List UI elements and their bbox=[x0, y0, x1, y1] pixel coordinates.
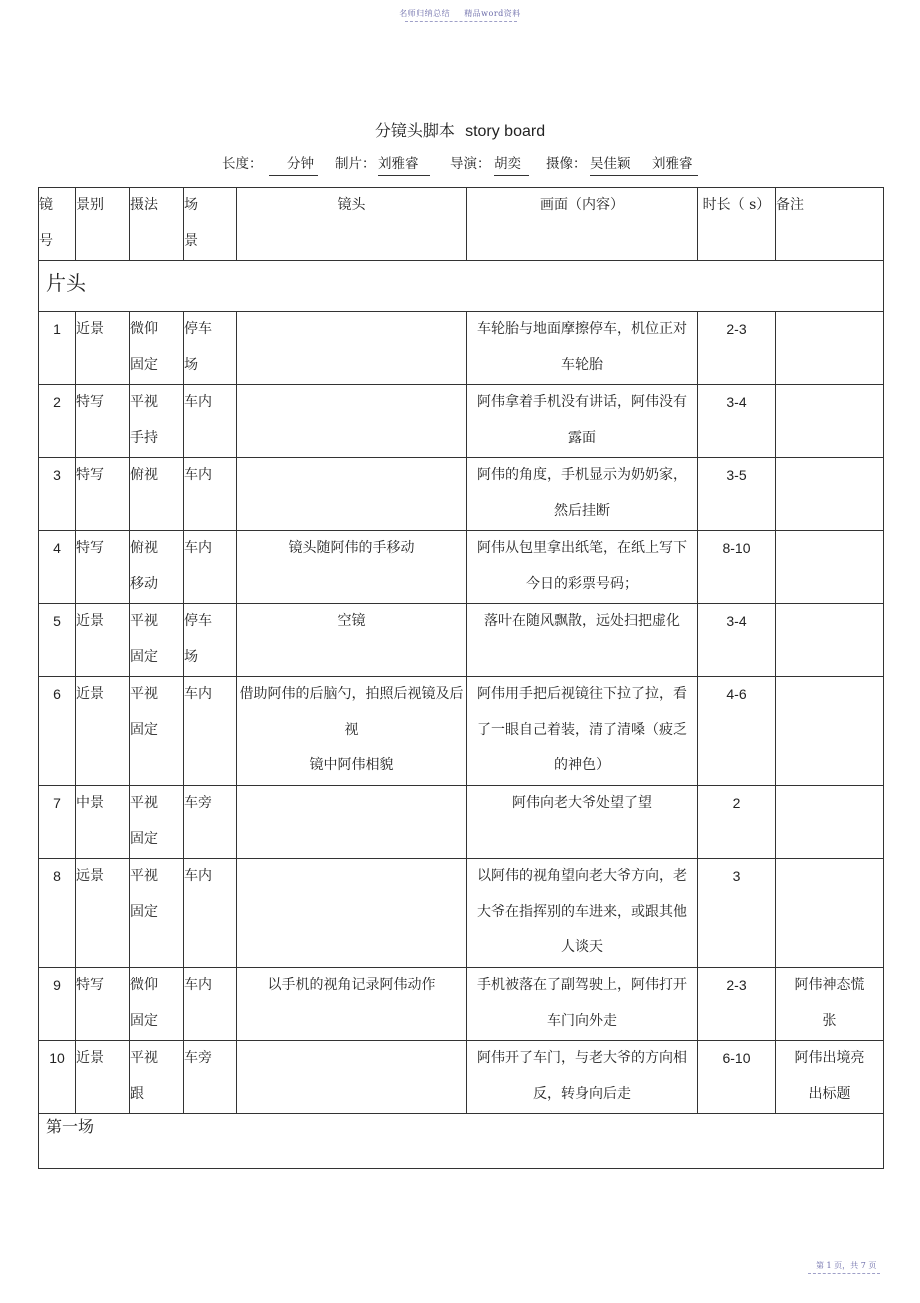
cell-shot-size: 中景 bbox=[76, 786, 130, 859]
cell-shot-size: 近景 bbox=[76, 1041, 130, 1114]
title-cn: 分镜头脚本 bbox=[374, 121, 455, 140]
cell-notes-line: 阿伟神态慌 bbox=[794, 977, 865, 993]
cell-method-line: 固定 bbox=[130, 830, 158, 847]
producer-label: 制片： bbox=[335, 156, 376, 172]
cell-content-line: 阿伟开了车门，与老大爷的方向相 bbox=[477, 1050, 687, 1066]
storyboard-table bbox=[38, 187, 884, 1169]
cell-scene-line: 场 bbox=[184, 356, 198, 373]
cell-content-line: 反，转身向后走 bbox=[533, 1085, 631, 1102]
length-value: 分钟 bbox=[287, 156, 314, 172]
cell-content-line: 今日的彩票号码； bbox=[526, 575, 638, 592]
table-row bbox=[39, 531, 884, 604]
cell-shot-no: 2 bbox=[39, 385, 76, 458]
cell-scene-line: 车内 bbox=[184, 686, 212, 702]
cell-method-line: 跟 bbox=[130, 1085, 144, 1102]
cell-shot-size: 特写 bbox=[76, 531, 130, 604]
cell-notes-line: 出标题 bbox=[808, 1085, 851, 1102]
cell-shot-size: 近景 bbox=[76, 312, 130, 385]
cell-scene bbox=[184, 968, 237, 1041]
cell-content bbox=[467, 786, 698, 859]
cell-method-line: 平视 bbox=[130, 795, 158, 811]
cell-content bbox=[467, 385, 698, 458]
cell-notes bbox=[776, 604, 884, 677]
cell-duration: 3-4 bbox=[698, 385, 776, 458]
length-label: 长度： bbox=[222, 156, 263, 172]
cell-scene bbox=[184, 531, 237, 604]
watermark-left: 名师归纳总结 bbox=[399, 9, 451, 18]
cell-duration: 3-5 bbox=[698, 458, 776, 531]
producer-value: 刘雅睿 bbox=[378, 156, 419, 172]
cell-method bbox=[130, 312, 184, 385]
cell-lens-line: 借助阿伟的后脑勺，拍照后视镜及后视 bbox=[239, 686, 464, 738]
cell-scene-line: 场 bbox=[184, 648, 198, 665]
cell-lens bbox=[237, 859, 467, 968]
cell-shot-no: 3 bbox=[39, 458, 76, 531]
cell-shot-size: 特写 bbox=[76, 385, 130, 458]
cell-method-line: 固定 bbox=[130, 356, 158, 373]
section-row-intro bbox=[39, 261, 884, 312]
credits-line bbox=[0, 152, 920, 178]
cell-shot-size: 远景 bbox=[76, 859, 130, 968]
cell-notes bbox=[776, 786, 884, 859]
camera-label: 摄像： bbox=[546, 156, 587, 172]
cell-scene-line: 停车 bbox=[184, 613, 212, 629]
cell-scene-line: 车内 bbox=[184, 868, 212, 884]
document-title bbox=[0, 118, 920, 141]
cell-method-line: 固定 bbox=[130, 1012, 158, 1029]
cell-method-line: 平视 bbox=[130, 394, 158, 410]
cell-method-line: 平视 bbox=[130, 686, 158, 702]
cell-notes bbox=[776, 312, 884, 385]
cell-method-line: 微仰 bbox=[130, 321, 158, 337]
cell-method-line: 俯视 bbox=[130, 540, 158, 556]
header-method: 摄法 bbox=[130, 188, 184, 261]
cell-method-line: 平视 bbox=[130, 613, 158, 629]
table-row bbox=[39, 859, 884, 968]
page-watermark bbox=[0, 8, 920, 19]
cell-scene-line: 车旁 bbox=[184, 1050, 212, 1066]
cell-content bbox=[467, 677, 698, 786]
cell-duration: 2-3 bbox=[698, 968, 776, 1041]
cell-method bbox=[130, 531, 184, 604]
producer-underline bbox=[378, 175, 430, 176]
cell-scene bbox=[184, 677, 237, 786]
cell-content bbox=[467, 458, 698, 531]
table-row bbox=[39, 312, 884, 385]
director-label: 导演： bbox=[450, 156, 491, 172]
cell-shot-no: 1 bbox=[39, 312, 76, 385]
cell-lens bbox=[237, 677, 467, 786]
cell-content-line: 车门向外走 bbox=[547, 1012, 617, 1029]
cell-shot-no: 9 bbox=[39, 968, 76, 1041]
table-row bbox=[39, 968, 884, 1041]
cell-shot-size: 特写 bbox=[76, 458, 130, 531]
cell-method-line: 手持 bbox=[130, 429, 158, 446]
header-shot-size: 景别 bbox=[76, 188, 130, 261]
cell-method bbox=[130, 385, 184, 458]
cell-content-line: 阿伟用手把后视镜往下拉了拉，看 bbox=[477, 686, 687, 702]
header-no: 镜 号 bbox=[39, 188, 76, 261]
cell-content-line: 大爷在指挥别的车进来，或跟其他 bbox=[477, 903, 687, 920]
cell-method bbox=[130, 1041, 184, 1114]
cell-content bbox=[467, 604, 698, 677]
cell-notes bbox=[776, 1041, 884, 1114]
header-duration: 时长（ s） bbox=[698, 188, 776, 261]
cell-content bbox=[467, 859, 698, 968]
cell-shot-size: 近景 bbox=[76, 604, 130, 677]
cell-content bbox=[467, 531, 698, 604]
cell-scene-line: 车内 bbox=[184, 540, 212, 556]
cell-scene-line: 停车 bbox=[184, 321, 212, 337]
cell-notes-line: 张 bbox=[822, 1012, 837, 1029]
cell-shot-size: 特写 bbox=[76, 968, 130, 1041]
camera-underline bbox=[590, 175, 698, 176]
cell-content-line: 的神色） bbox=[554, 757, 610, 773]
cell-lens-line: 镜中阿伟相貌 bbox=[309, 757, 394, 773]
cell-lens bbox=[237, 458, 467, 531]
cell-method-line: 平视 bbox=[130, 1050, 158, 1066]
cell-content-line: 车轮胎与地面摩擦停车，机位正对 bbox=[477, 321, 687, 337]
page-footer: 第 1 页，共 7 页 bbox=[816, 1261, 877, 1270]
cell-lens-line: 空镜 bbox=[337, 613, 366, 629]
cell-content bbox=[467, 968, 698, 1041]
cell-lens-line: 以手机的视角记录阿伟动作 bbox=[267, 977, 436, 993]
cell-duration: 8-10 bbox=[698, 531, 776, 604]
cell-duration: 2 bbox=[698, 786, 776, 859]
cell-content-line: 车轮胎 bbox=[561, 356, 603, 373]
footer-divider bbox=[808, 1273, 880, 1274]
cell-lens bbox=[237, 385, 467, 458]
cell-method-line: 固定 bbox=[130, 903, 158, 920]
cell-scene bbox=[184, 458, 237, 531]
cell-method-line: 俯视 bbox=[130, 467, 158, 483]
cell-notes bbox=[776, 385, 884, 458]
header-scene: 场 景 bbox=[184, 188, 237, 261]
cell-method-line: 固定 bbox=[130, 648, 158, 665]
cell-method bbox=[130, 859, 184, 968]
cell-shot-no: 4 bbox=[39, 531, 76, 604]
cell-content-line: 以阿伟的视角望向老大爷方向，老 bbox=[477, 868, 687, 884]
cell-lens-line: 镜头随阿伟的手移动 bbox=[288, 540, 415, 556]
table-row bbox=[39, 385, 884, 458]
table-row bbox=[39, 677, 884, 786]
cell-content-line: 然后挂断 bbox=[554, 502, 610, 519]
cell-lens bbox=[237, 1041, 467, 1114]
cell-content bbox=[467, 1041, 698, 1114]
title-en: story board bbox=[465, 123, 546, 140]
watermark-divider bbox=[405, 21, 517, 22]
table-row bbox=[39, 604, 884, 677]
cell-content-line: 露面 bbox=[568, 429, 596, 446]
cell-duration: 3 bbox=[698, 859, 776, 968]
cell-method bbox=[130, 677, 184, 786]
cell-lens bbox=[237, 968, 467, 1041]
header-content: 画面（内容） bbox=[467, 188, 698, 261]
cell-scene bbox=[184, 312, 237, 385]
cell-notes bbox=[776, 458, 884, 531]
cell-notes bbox=[776, 677, 884, 786]
cell-scene-line: 车旁 bbox=[184, 795, 212, 811]
cell-scene bbox=[184, 1041, 237, 1114]
cell-scene bbox=[184, 859, 237, 968]
director-value: 胡奕 bbox=[494, 156, 521, 172]
cell-scene bbox=[184, 786, 237, 859]
watermark-right: 精品word资料 bbox=[464, 9, 521, 18]
cell-content-line: 人谈天 bbox=[561, 939, 603, 955]
cell-shot-no: 7 bbox=[39, 786, 76, 859]
cell-method-line: 平视 bbox=[130, 868, 158, 884]
cell-content-line: 了一眼自己着装，清了清嗓（疲乏 bbox=[477, 721, 687, 738]
cell-lens bbox=[237, 786, 467, 859]
section-title-one: 第一场 bbox=[39, 1114, 884, 1169]
cell-duration: 2-3 bbox=[698, 312, 776, 385]
cell-shot-no: 10 bbox=[39, 1041, 76, 1114]
camera-value-2: 刘雅睿 bbox=[652, 156, 693, 172]
storyboard-rows bbox=[39, 312, 884, 1114]
header-notes: 备注 bbox=[776, 188, 884, 261]
cell-notes bbox=[776, 531, 884, 604]
cell-duration: 3-4 bbox=[698, 604, 776, 677]
cell-content-line: 落叶在随风飘散，远处扫把虚化 bbox=[484, 613, 680, 629]
cell-content-line: 阿伟向老大爷处望了望 bbox=[512, 795, 652, 811]
table-row bbox=[39, 786, 884, 859]
header-lens: 镜头 bbox=[237, 188, 467, 261]
cell-scene bbox=[184, 604, 237, 677]
cell-scene-line: 车内 bbox=[184, 977, 212, 993]
cell-content-line: 手机被落在了副驾驶上，阿伟打开 bbox=[477, 977, 687, 993]
cell-lens bbox=[237, 531, 467, 604]
cell-duration: 4-6 bbox=[698, 677, 776, 786]
cell-method bbox=[130, 786, 184, 859]
cell-content-line: 阿伟的角度，手机显示为奶奶家， bbox=[477, 467, 687, 483]
cell-scene-line: 车内 bbox=[184, 394, 212, 410]
director-underline bbox=[494, 175, 529, 176]
cell-lens bbox=[237, 604, 467, 677]
cell-method-line: 微仰 bbox=[130, 977, 158, 993]
section-row-one bbox=[39, 1114, 884, 1169]
cell-notes bbox=[776, 859, 884, 968]
cell-method bbox=[130, 968, 184, 1041]
camera-value-1: 吴佳颖 bbox=[590, 156, 631, 172]
cell-method bbox=[130, 458, 184, 531]
cell-duration: 6-10 bbox=[698, 1041, 776, 1114]
cell-content bbox=[467, 312, 698, 385]
length-underline bbox=[269, 175, 318, 176]
cell-method bbox=[130, 604, 184, 677]
cell-shot-no: 6 bbox=[39, 677, 76, 786]
section-title-intro: 片头 bbox=[39, 261, 884, 312]
cell-notes bbox=[776, 968, 884, 1041]
cell-shot-no: 8 bbox=[39, 859, 76, 968]
cell-scene-line: 车内 bbox=[184, 467, 212, 483]
cell-lens bbox=[237, 312, 467, 385]
cell-content-line: 阿伟拿着手机没有讲话，阿伟没有 bbox=[477, 394, 687, 410]
cell-shot-size: 近景 bbox=[76, 677, 130, 786]
table-header-row bbox=[39, 188, 884, 261]
cell-method-line: 移动 bbox=[130, 575, 158, 592]
cell-scene bbox=[184, 385, 237, 458]
cell-shot-no: 5 bbox=[39, 604, 76, 677]
table-row bbox=[39, 458, 884, 531]
cell-notes-line: 阿伟出境亮 bbox=[794, 1050, 865, 1066]
table-row bbox=[39, 1041, 884, 1114]
cell-method-line: 固定 bbox=[130, 721, 158, 738]
cell-content-line: 阿伟从包里拿出纸笔，在纸上写下 bbox=[477, 540, 687, 556]
